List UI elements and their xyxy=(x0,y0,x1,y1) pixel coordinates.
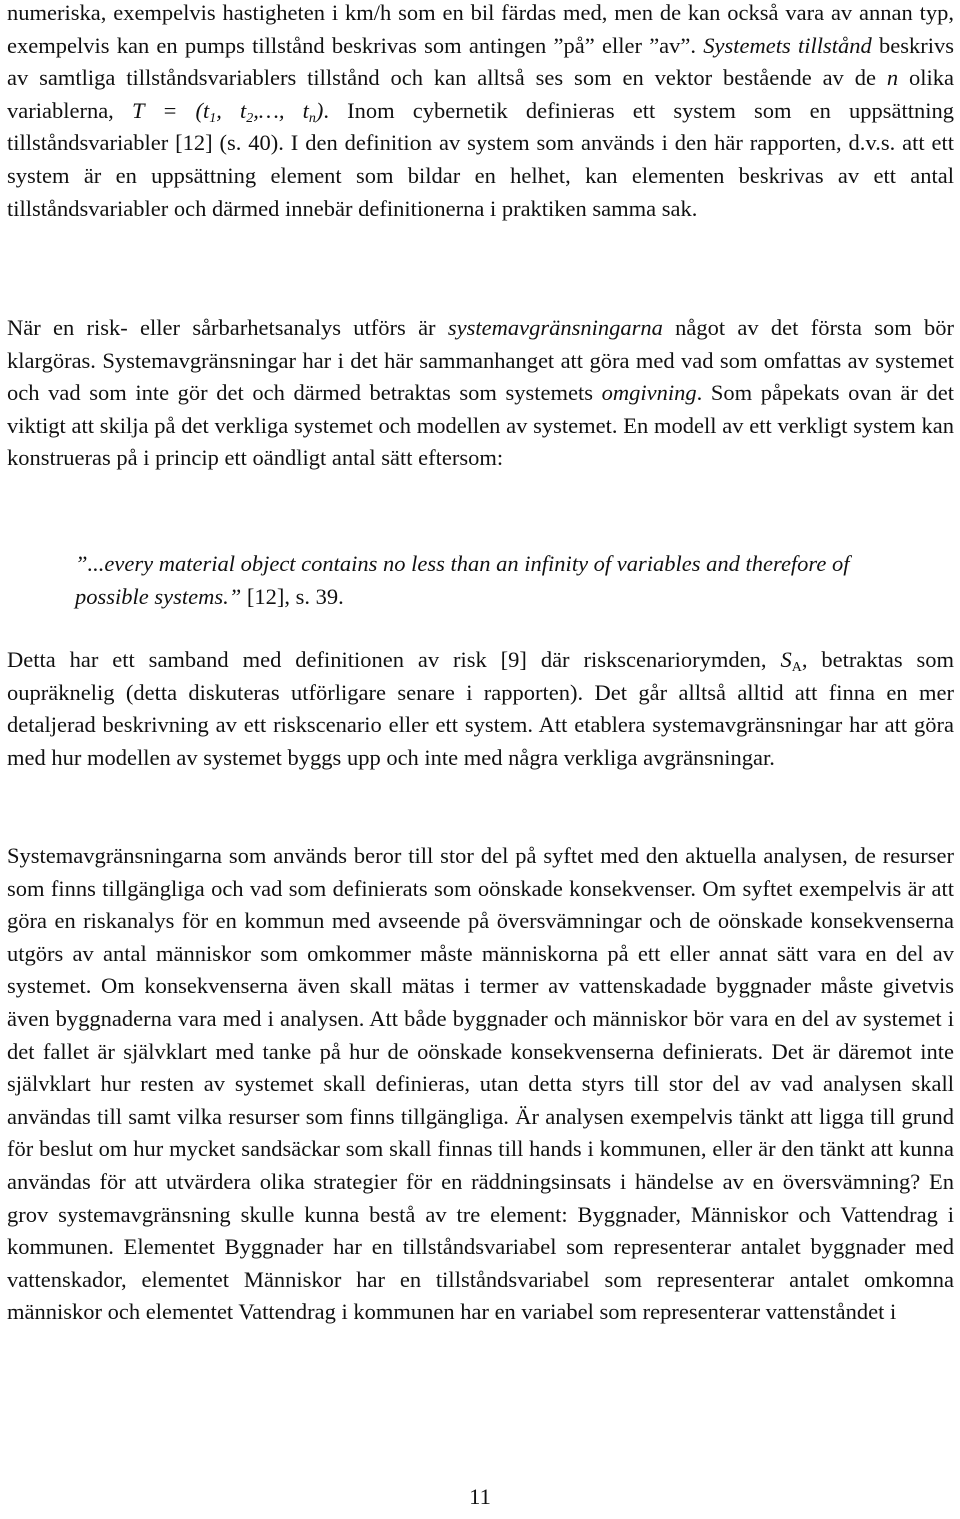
text-span: något av det första som bör klargöras. Systemavgränsningar har i det här sammanhanget att göra med vad som omfattas av systemet och vad som inte gör det och därmed betraktas som systemets xyxy=(7,315,954,406)
text-span: . Som påpekats ovan är det viktigt att skilja på det verkliga systemet och modellen av systemet. En modell av ett verkligt system kan konstrueras på i princip ett oändligt antal sätt eftersom: xyxy=(7,380,955,471)
italic-term: systemavgränsningarna xyxy=(447,315,663,340)
state-vector-formula xyxy=(131,97,324,126)
text-span: numeriska, exempelvis hastigheten i km/h som en bil färdas med, men de kan också vara av annan typ, exempelvis kan en pumps tillstånd beskrivas som antingen ”på” eller ”av”. xyxy=(7,0,954,58)
italic-symbol: S xyxy=(780,647,792,672)
text-span: olika variablerna, xyxy=(7,65,954,123)
block-quote xyxy=(75,548,870,613)
text-span: . Inom cybernetik definieras ett system som en uppsättning tillståndsvariabler [12] (s. 40). I den definition av system som används i den här rapporten, d.v.s. att ett system är en uppsättning element som bildar en helhet, kan elementen beskrivas av ett antal tillståndsvariabler och därmed innebär definitionerna i praktiken samma sak. xyxy=(7,97,954,221)
paragraph-system-boundaries xyxy=(7,312,954,475)
text-span: beskrivs av samtliga tillståndsvariablers tillstånd och kan alltså ses som en vektor bestående av de xyxy=(7,32,954,91)
text-span: Detta har ett samband med definitionen av risk [9] där riskscenariorymden, xyxy=(7,647,781,672)
formula-part: ) xyxy=(315,97,324,123)
italic-variable: n xyxy=(886,65,899,91)
formula-part: ,…, t xyxy=(253,97,309,123)
formula-part: , t xyxy=(216,97,247,123)
quote-reference: [12], s. 39. xyxy=(241,583,344,609)
italic-term: Systemets tillstånd xyxy=(703,32,872,58)
subscript: 1 xyxy=(209,110,217,126)
quote-text: ”...every material object contains no less than an infinity of variables and therefore of possible systems.” xyxy=(75,551,850,609)
subscript: 2 xyxy=(246,110,254,126)
text-span: , betraktas som oupräknelig (detta diskuteras utförligare senare i rapporten). Det går alltså alltid att finna en mer detaljerad beskrivning av ett riskscenario eller ett system. Att etablera systemavgränsningar har att göra med hur modellen av systemet byggs upp och inte med några verkliga avgränsningar. xyxy=(7,647,954,770)
paragraph-state-variables xyxy=(7,0,954,225)
page-number: 11 xyxy=(469,1484,491,1509)
paragraph-risk-definition xyxy=(7,644,954,774)
subscript: A xyxy=(791,660,802,675)
text-span: När en risk- eller sårbarhetsanalys utförs är xyxy=(7,315,448,340)
formula-part: T = (t xyxy=(131,97,210,123)
paragraph-flood-example: Systemavgränsningarna som används beror till stor del på syftet med den aktuella analysen, de resurser som finns tillgängliga och vad som definierats som oönskade konsekvenser. Om syftet exempelvis är att göra en riskanalys för en kommun med avseende på översvämningar och de oönskade konsekvenserna utgörs av antal människor som omkommer måste människorna på ett eller annat sätt vara en del av systemet. Om konsekvenserna även skall mätas i termer av vattenskadade byggnader måste givetvis även byggnaderna vara med i analysen. Att både byggnader och människor bör vara en del av systemet i det fallet är självklart med tanke på hur de oönskade konsekvenserna definierats. Det är däremot inte självklart hur resten av systemet skall definieras, utan detta styrs till stor del av vad analysen skall användas till samt vilka resurser som finns tillgängliga. Är analysen exempelvis tänkt att ligga till grund för beslut om hur mycket sandsäckar som skall finnas till hands i kommunen, eller är den tänkt att kunna användas för att utvärdera olika strategier för en räddningsinsats i händelse av en översvämning? En grov systemavgränsning skulle kunna bestå av tre element: Byggnader, Människor och Vattendrag i kommunen. Elementet Byggnader har en tillståndsvariabel som representerar antalet byggnader med vattenskador, elementet Människor har en tillståndsvariabel som representerar antalet omkomna människor och elementet Vattendrag i kommunen har en variabel som representerar vattenståndet i xyxy=(7,843,954,1325)
italic-term: omgivning xyxy=(601,380,697,406)
subscript: n xyxy=(308,110,316,126)
